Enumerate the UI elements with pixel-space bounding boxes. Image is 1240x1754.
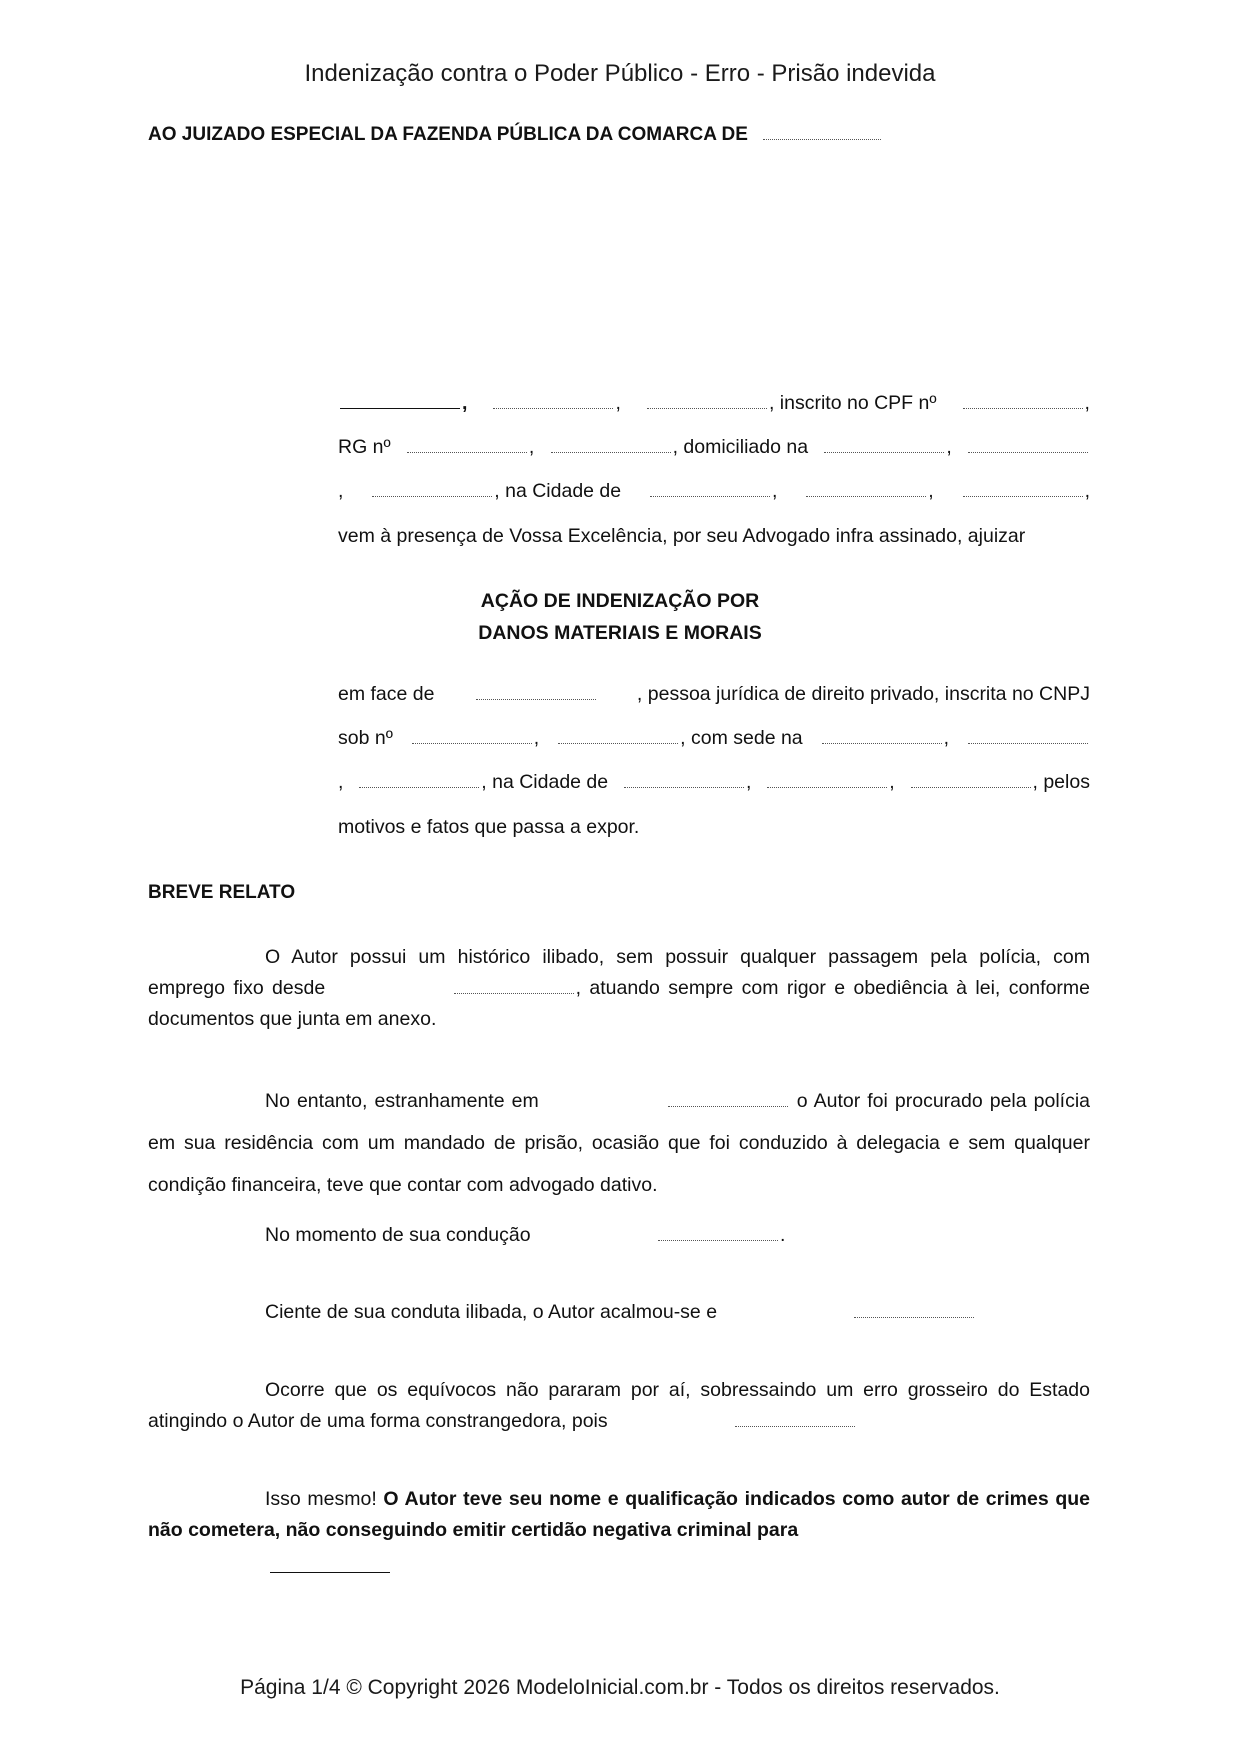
action-title <box>0 585 1240 649</box>
blank-field[interactable] <box>407 451 527 453</box>
blank-field[interactable] <box>412 742 532 744</box>
blank-field[interactable] <box>763 138 881 140</box>
blank-field[interactable] <box>359 786 479 788</box>
comma: , <box>533 727 540 749</box>
section-heading: BREVE RELATO <box>148 882 296 903</box>
paragraph-2 <box>148 1080 1090 1206</box>
page-footer: Página 1/4 © Copyright 2026 ModeloInicial.com.br - Todos os direitos reservados. <box>240 1676 1000 1699</box>
defendant-line-3 <box>338 771 1090 794</box>
blank-field[interactable] <box>968 742 1088 744</box>
paragraph-4 <box>148 1297 1090 1328</box>
blank-field[interactable] <box>372 495 492 497</box>
comma: , <box>772 480 778 502</box>
comma: , <box>946 436 952 458</box>
blank-field[interactable] <box>854 1316 974 1318</box>
defendant-label: em face de <box>338 683 435 705</box>
comma: , <box>338 480 344 502</box>
blank-field[interactable] <box>551 451 671 453</box>
action-title-line-1: AÇÃO DE INDENIZAÇÃO POR <box>480 590 760 612</box>
qualification-line-1 <box>338 392 1090 415</box>
paragraph-6 <box>148 1484 1090 1583</box>
defendant-line-2 <box>338 727 1090 750</box>
blank-field[interactable] <box>558 742 678 744</box>
defendant-description: , pessoa jurídica de direito privado, inscrita no CNPJ <box>636 683 1090 705</box>
paragraph-1 <box>148 942 1090 1035</box>
blank-field[interactable] <box>476 698 596 700</box>
paragraph-bold-text: O Autor teve seu nome e qualificação indicados como autor de crimes que não cometera, não conseguindo emitir certidão negativa criminal para <box>148 1488 1090 1541</box>
paragraph-text: No entanto, estranhamente em <box>265 1090 539 1112</box>
comma: , <box>615 392 621 414</box>
qualification-line-3 <box>338 480 1090 503</box>
blank-field[interactable] <box>270 1571 390 1573</box>
closing-text: , pelos <box>1032 771 1090 793</box>
comma: , <box>745 771 752 793</box>
blank-field[interactable] <box>340 407 460 409</box>
blank-field[interactable] <box>624 786 744 788</box>
blank-field[interactable] <box>911 786 1031 788</box>
paragraph-3 <box>148 1220 1090 1251</box>
paragraph-text: O Autor possui um histórico ilibado, sem possuir qualquer passagem pela polícia, com emprego fixo desde <box>148 946 1090 999</box>
defendant-line-4: motivos e fatos que passa a expor. <box>338 816 640 838</box>
comma: , <box>528 436 535 458</box>
court-heading <box>148 124 883 146</box>
city-label: , na Cidade de <box>481 771 609 793</box>
paragraph-text: , atuando sempre com rigor e obediência à lei, conforme documentos que junta em anexo. <box>148 977 1090 1030</box>
qualification-line-4: vem à presença de Vossa Excelência, por seu Advogado infra assinado, ajuizar <box>338 525 1026 547</box>
defendant-line-1 <box>338 683 1090 706</box>
paragraph-text: Ocorre que os equívocos não pararam por aí, sobressaindo um erro grosseiro do Estado atingindo o Autor de uma forma constrangedora, pois <box>148 1379 1090 1432</box>
comma: , <box>462 392 468 414</box>
paragraph-text: Ciente de sua conduta ilibada, o Autor acalmou-se e <box>265 1301 718 1323</box>
blank-field[interactable] <box>822 742 942 744</box>
blank-field[interactable] <box>650 495 770 497</box>
document-title: Indenização contra o Poder Público - Erro - Prisão indevida <box>304 60 936 87</box>
paragraph-5 <box>148 1375 1090 1437</box>
blank-field[interactable] <box>668 1105 788 1107</box>
city-label: , na Cidade de <box>494 480 622 502</box>
blank-field[interactable] <box>493 407 613 409</box>
blank-field[interactable] <box>963 495 1083 497</box>
blank-field[interactable] <box>658 1239 778 1241</box>
comma: , <box>1084 392 1090 414</box>
blank-field[interactable] <box>824 451 944 453</box>
domicile-label: , domiciliado na <box>672 436 809 458</box>
comma: , <box>928 480 934 502</box>
qualification-line-2 <box>338 436 1090 459</box>
blank-field[interactable] <box>735 1425 855 1427</box>
blank-field[interactable] <box>963 407 1083 409</box>
cnpj-label: sob nº <box>338 727 393 749</box>
blank-field[interactable] <box>767 786 887 788</box>
paragraph-text: Isso mesmo! <box>265 1488 377 1510</box>
blank-field[interactable] <box>454 992 574 994</box>
blank-field[interactable] <box>968 451 1088 453</box>
court-heading-text: AO JUIZADO ESPECIAL DA FAZENDA PÚBLICA DA COMARCA DE <box>148 124 748 145</box>
comma: , <box>889 771 895 793</box>
rg-label: RG nº <box>338 436 391 458</box>
action-title-line-2: DANOS MATERIAIS E MORAIS <box>478 622 762 644</box>
paragraph-text: o Autor foi procurado pela polícia em sua residência com um mandado de prisão, ocasião que foi conduzido à delegacia e sem qualquer condição financeira, teve que contar com advogado dativo. <box>148 1090 1091 1196</box>
comma: , <box>943 727 950 749</box>
paragraph-text: . <box>780 1224 786 1246</box>
comma: , <box>1084 480 1090 502</box>
blank-field[interactable] <box>647 407 767 409</box>
blank-field[interactable] <box>806 495 926 497</box>
seat-label: , com sede na <box>680 727 803 749</box>
paragraph-text: No momento de sua condução <box>265 1224 531 1246</box>
cpf-label: , inscrito no CPF nº <box>768 392 937 414</box>
comma: , <box>338 771 344 793</box>
